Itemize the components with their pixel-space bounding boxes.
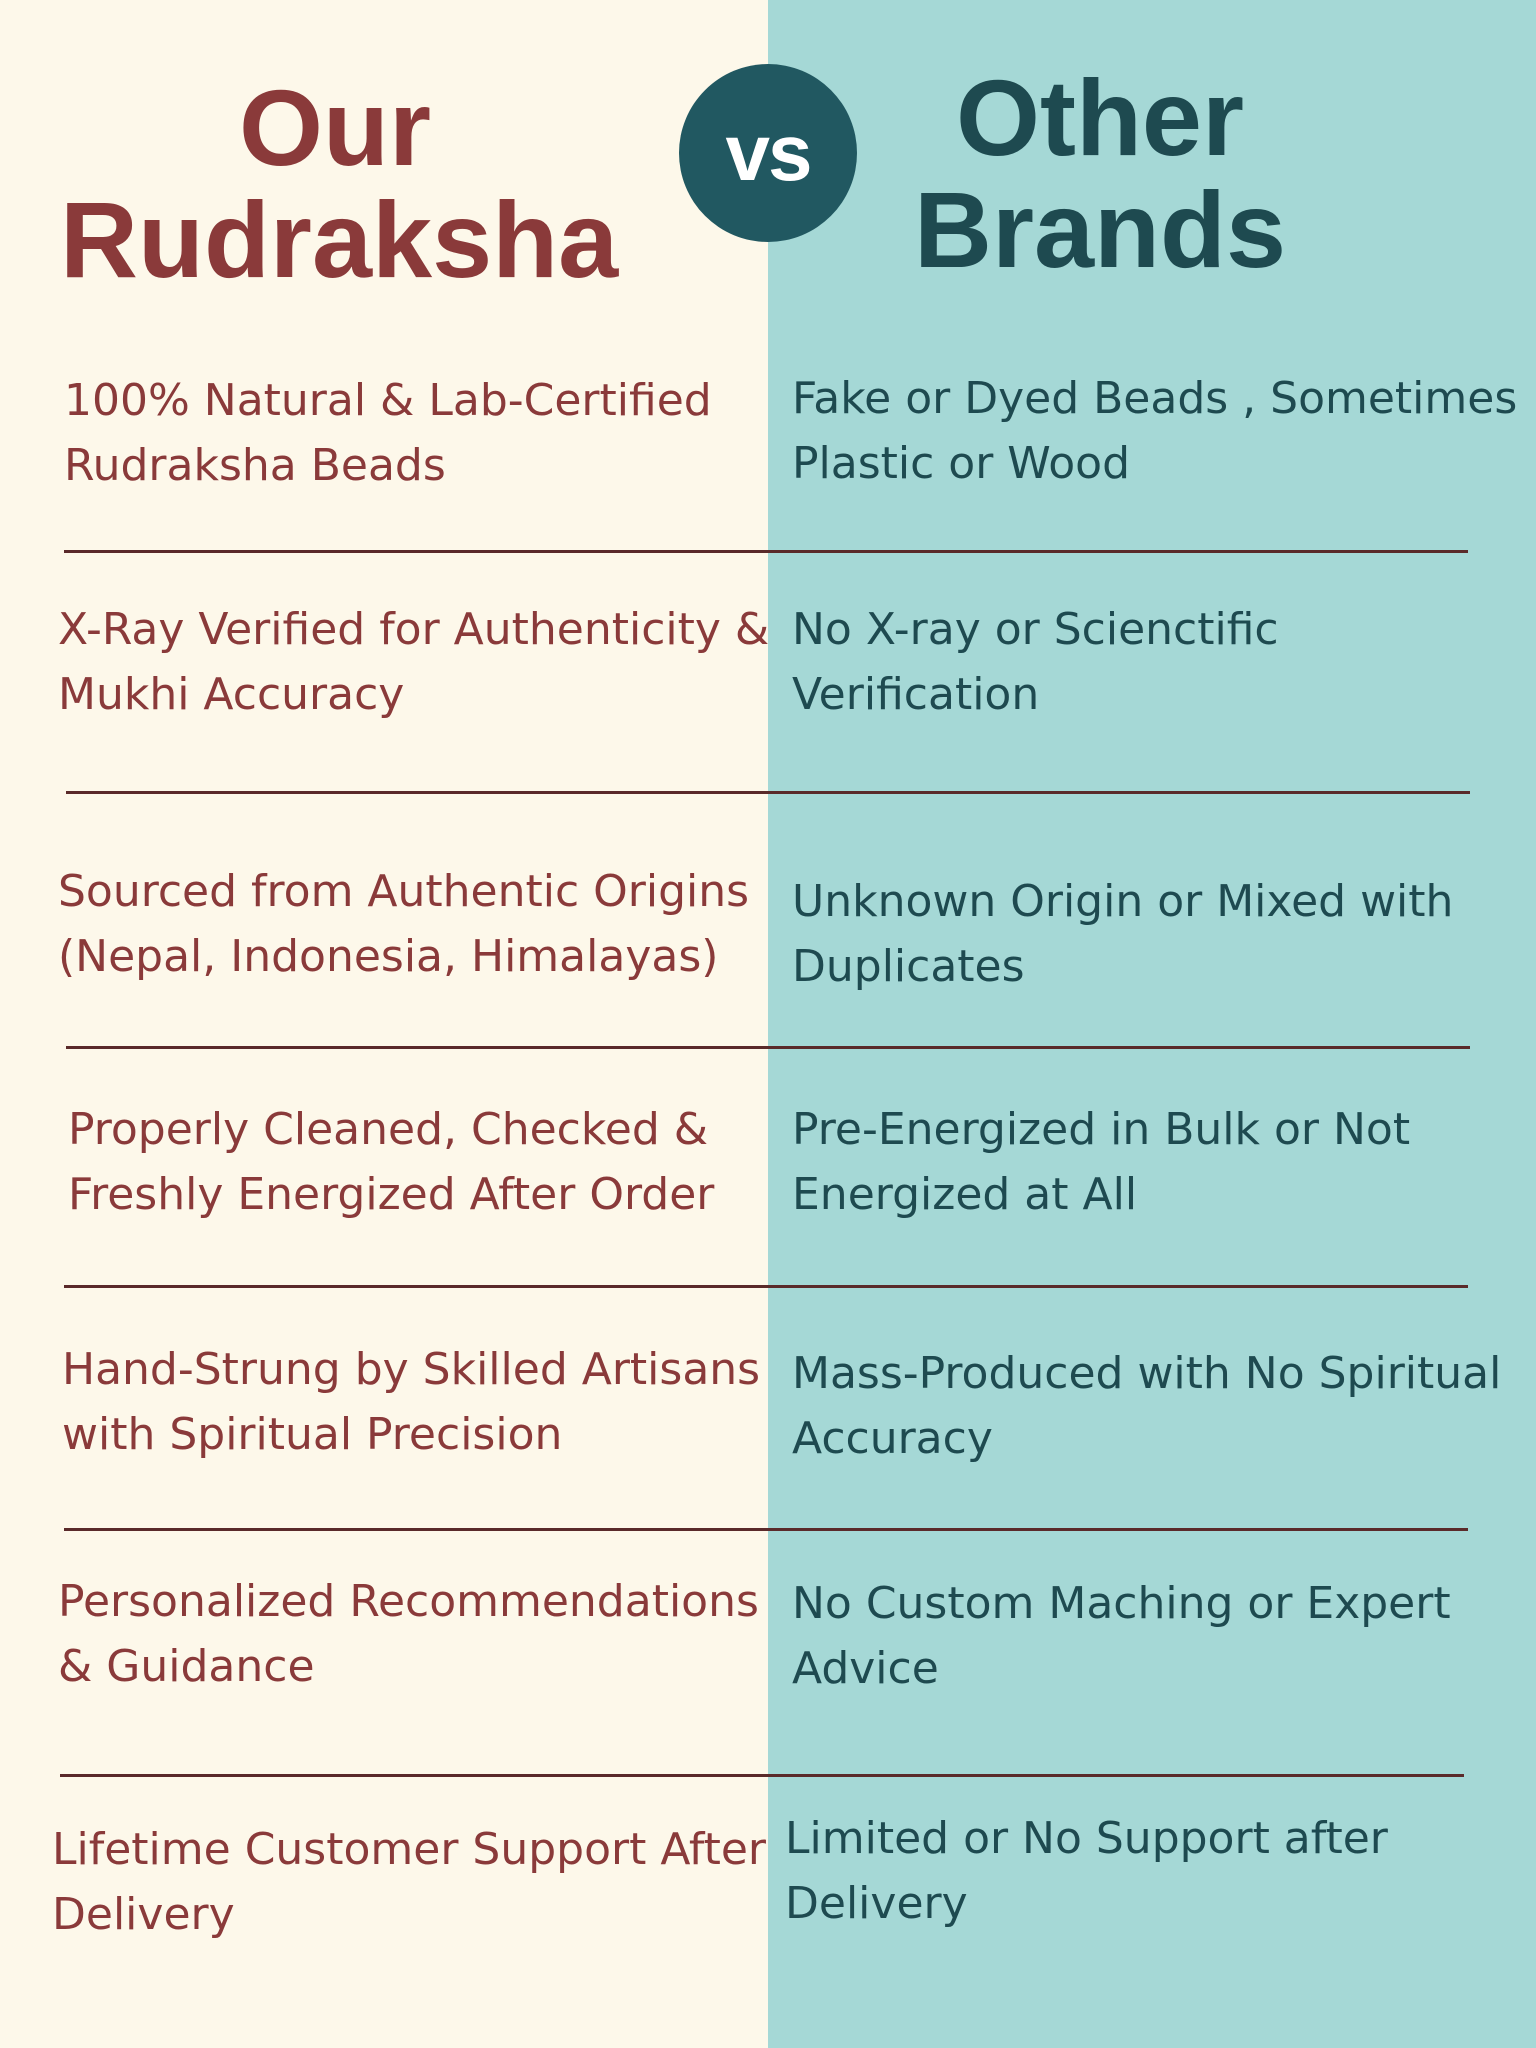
our-feature-origin <box>58 859 778 989</box>
our-feature-line: Freshly Energized After Order <box>68 1169 715 1220</box>
other-feature-line: Limited or No Support after <box>785 1813 1388 1864</box>
other-feature-line: Mass-Produced with No Spiritual <box>792 1348 1502 1399</box>
other-feature-line: Plastic or Wood <box>792 438 1130 489</box>
our-feature-line: Properly Cleaned, Checked & <box>68 1104 709 1155</box>
row-divider <box>64 1285 1468 1288</box>
other-feature-limited-support <box>785 1806 1536 1936</box>
other-brands-panel <box>768 0 1536 2048</box>
row-divider <box>66 791 1470 794</box>
our-feature-line: Delivery <box>52 1889 235 1940</box>
our-feature-hand-strung <box>62 1337 782 1467</box>
our-feature-line: Hand-Strung by Skilled Artisans <box>62 1344 761 1395</box>
other-feature-line: Delivery <box>785 1878 968 1929</box>
vs-label: vs <box>725 108 811 197</box>
our-feature-natural <box>64 368 784 498</box>
heading-right-line-2: Brands <box>913 169 1287 290</box>
our-feature-line: Rudraksha Beads <box>64 440 446 491</box>
row-divider <box>64 1528 1468 1531</box>
our-feature-line: Personalized Recommendations <box>58 1576 759 1627</box>
our-feature-line: (Nepal, Indonesia, Himalayas) <box>58 931 719 982</box>
other-feature-line: Verification <box>792 669 1040 720</box>
other-feature-line: Duplicates <box>792 941 1025 992</box>
our-feature-xray <box>58 597 778 727</box>
our-feature-energized <box>68 1097 788 1227</box>
heading-right-line-1: Other <box>955 57 1245 178</box>
heading-left-line-2: Rudraksha <box>60 179 619 300</box>
other-feature-fake <box>792 366 1536 496</box>
other-feature-pre-energized <box>792 1097 1536 1227</box>
vs-badge <box>679 64 857 242</box>
other-feature-mass-produced <box>792 1341 1536 1471</box>
other-feature-no-custom <box>792 1571 1536 1701</box>
our-feature-personalized <box>58 1569 778 1699</box>
row-divider <box>60 1774 1464 1777</box>
other-feature-line: Fake or Dyed Beads , Sometimes <box>792 373 1518 424</box>
our-feature-support <box>52 1817 772 1947</box>
other-feature-line: Advice <box>792 1643 939 1694</box>
our-feature-line: X-Ray Verified for Authenticity & <box>58 604 770 655</box>
our-feature-line: Mukhi Accuracy <box>58 669 405 720</box>
heading-left-line-1: Our <box>238 67 431 188</box>
other-feature-unknown-origin <box>792 869 1536 999</box>
our-feature-line: Lifetime Customer Support After <box>52 1824 766 1875</box>
our-feature-line: & Guidance <box>58 1641 315 1692</box>
other-feature-no-xray <box>792 597 1536 727</box>
other-feature-line: Pre-Energized in Bulk or Not <box>792 1104 1411 1155</box>
our-feature-line: with Spiritual Precision <box>62 1409 563 1460</box>
our-feature-line: 100% Natural & Lab-Certified <box>64 375 712 426</box>
row-divider <box>64 550 1468 553</box>
row-divider <box>66 1046 1470 1049</box>
our-feature-line: Sourced from Authentic Origins <box>58 866 750 917</box>
other-feature-line: No X-ray or Scienctific <box>792 604 1279 655</box>
other-feature-line: Unknown Origin or Mixed with <box>792 876 1454 927</box>
our-rudraksha-heading <box>60 67 619 300</box>
other-feature-line: Energized at All <box>792 1169 1138 1220</box>
other-feature-line: Accuracy <box>792 1413 993 1464</box>
other-brands-heading <box>880 57 1320 290</box>
other-feature-line: No Custom Maching or Expert <box>792 1578 1451 1629</box>
